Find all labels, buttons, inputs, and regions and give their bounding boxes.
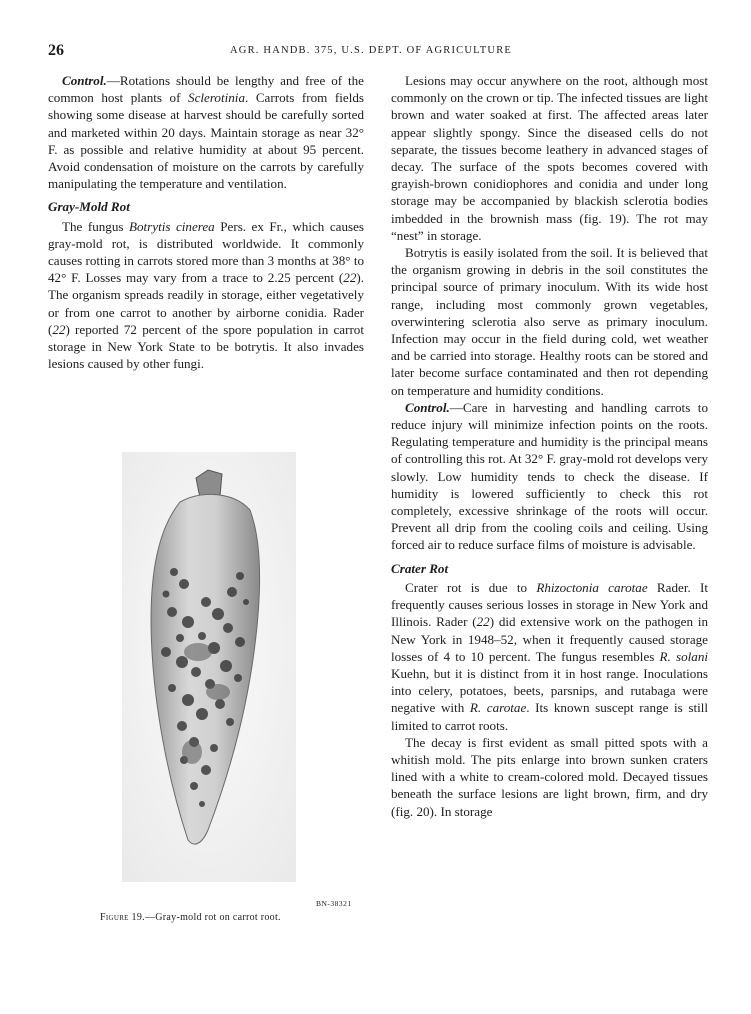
cr-text-2: Rader. It frequently causes serious losses in storage in New York and Illinois. Rader ( [391,579,708,630]
reference-number: 22 [476,614,490,630]
gm-text-3: ). The organism spreads readily in storage, either vegetatively or from one carrot to another by airborne conidia. Rader ( [48,270,364,337]
species-name: Botrytis cinerea [129,218,215,234]
cr-text-1: Crater rot is due to [405,579,528,595]
gm-text-1: The fungus [62,218,124,234]
species-name: Rhizoctonia carotae [536,579,648,595]
figure-19-photo [122,452,296,882]
figure-negative-code: BN-38321 [316,899,352,908]
control-text-2: . Carrots from fields showing some disease at harvest should be carefully sorted and marketed within 20 days. Maintain storage as near 32° F. as possible and relative humidity at about 95 percent. Avoid condensation of moisture on the carrots by carefully manipulating the temperature and ventilation. [48,90,364,192]
figure-caption [100,912,281,923]
section-heading-crater-rot: Crater Rot [391,560,449,576]
caption-text: —Gray-mold rot on carrot root. [144,912,281,923]
reference-number: 22 [343,270,357,286]
control-text: —Rotations should be lengthy and free of the common host plants of [48,73,364,106]
left-control-paragraph [48,72,364,192]
species-name: R. carotae [469,700,527,716]
cr-text-3: ) did extensive work on the pathogen in New York in 1948–52, when it frequently caused storage losses of 4 to 10 percent. The fungus resembles [391,614,709,664]
gm-text-2: Pers. ex Fr., which causes gray-mold rot, is distributed worldwide. It commonly causes rotting in carrots stored more than 3 months at 38° to 42° F. Losses may vary from a trace to 2.25 percent ( [48,218,365,286]
species-name: R. solani [659,648,709,664]
section-heading-gray-mold: Gray-Mold Rot [48,199,130,215]
caption-label: Figure 19. [100,912,145,923]
carrot-root-illustration [122,452,296,882]
cr-text-4: Kuehn, but it is distinct from it in host range. Inoculations into celery, potatoes, beets, parsnips, and rutabaga were negative with [391,665,708,716]
page-number: 26 [48,42,64,59]
right-control-paragraph [391,399,708,554]
cr-text-5: . Its known suscept range is still limited to carrot roots. [391,700,708,733]
control-text: —Care in harvesting and handling carrots to reduce injury will minimize infection points on the roots. Regulating temperature and humidity is the principal means of controlling this rot. At 32° F. gray-mold rot develops very slowly. Low humidity tends to check the disease. If humidity is lowered sufficiently to check this rot completely, excessive shrinkage of the roots will occur. Prevent all drip from the cooling coils and ceiling. Using forced air to reduce surface films of moisture is advisable. [391,399,708,553]
right-column [391,72,708,820]
left-column [48,72,364,372]
gm-text-4: ) reported 72 percent of the spore population in carrot storage in New York State to be botrytis. It also invades lesions caused by other fungi. [48,321,364,372]
crater-paragraph [391,579,708,734]
lesions-paragraph: Lesions may occur anywhere on the root, although most commonly on the crown or tip. The infected tissues are light brown and water soaked at first. The affected areas later appear slightly spongy. Since the diseased cells do not separate, the tissues become leathery in advanced stages of decay. The surface of the spots becomes covered with grayish-brown conidiophores and conidia and under long storage may be accompanied by blackish sclerotia bodies imbedded in the brownish mass (fig. 19). The rot may “nest” in storage. [391,73,708,243]
control-runin: Control. [405,399,450,415]
botrytis-paragraph: Botrytis is easily isolated from the soil. It is believed that the organism growing in debris in the soil constitutes the principal source of primary inoculum. With its wide host range, including most commonly grown vegetables, overwintering sclerotia also serve as primary inoculum. Infection may occur in the field during cold, wet weather and be carried into storage. Healthy roots can be stored and later become surface contaminated and then rot depending on temperature and humidity conditions. [391,245,708,398]
running-head: AGR. HANDB. 375, U.S. DEPT. OF AGRICULTURE [230,45,513,56]
genus-name: Sclerotinia [188,90,245,106]
control-runin: Control. [62,73,107,88]
reference-number: 22 [52,321,66,337]
decay-paragraph: The decay is first evident as small pitted spots with a whitish mold. The pits enlarge into brown sunken craters lined with a white to cream-colored mold. Decayed tissues beneath the surface lesions are light brown, firm, and dry (fig. 20). In storage [391,734,708,819]
gray-mold-paragraph [48,218,364,373]
